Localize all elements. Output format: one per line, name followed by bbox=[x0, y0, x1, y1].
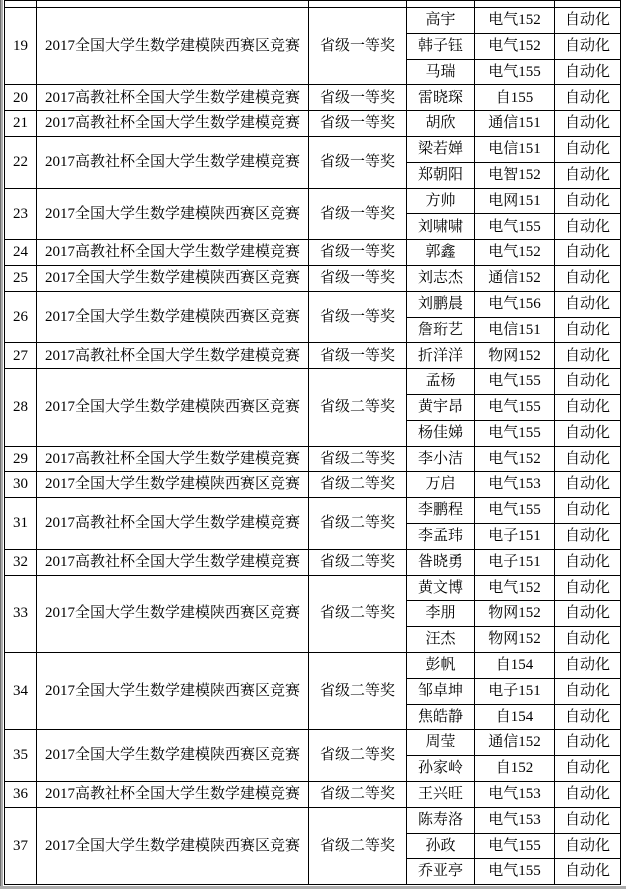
table-row bbox=[5, 291, 621, 317]
row-number-cell: 36 bbox=[5, 781, 37, 807]
major-cell: 自动化 bbox=[555, 730, 621, 756]
table-row bbox=[5, 111, 621, 137]
major-cell: 自动化 bbox=[555, 833, 621, 859]
competition-cell: 2017高教社杯全国大学生数学建模竞赛 bbox=[37, 240, 309, 266]
student-name-cell: 詹珩艺 bbox=[407, 317, 475, 343]
major-cell: 自动化 bbox=[555, 33, 621, 59]
award-cell: 省级一等奖 bbox=[309, 85, 407, 111]
major-cell: 自动化 bbox=[555, 472, 621, 498]
class-cell: 电气153 bbox=[475, 807, 555, 833]
competition-cell: 2017全国大学生数学建模陕西赛区竞赛 bbox=[37, 472, 309, 498]
competition-cell: 2017全国大学生数学建模陕西赛区竞赛 bbox=[37, 265, 309, 291]
competition-cell: 2017全国大学生数学建模陕西赛区竞赛 bbox=[37, 8, 309, 85]
major-cell: 自动化 bbox=[555, 240, 621, 266]
major-cell: 自动化 bbox=[555, 859, 621, 885]
award-cell: 省级一等奖 bbox=[309, 188, 407, 240]
row-number-cell: 25 bbox=[5, 265, 37, 291]
award-cell: 省级二等奖 bbox=[309, 781, 407, 807]
student-name-cell: 黄文博 bbox=[407, 575, 475, 601]
student-name-cell: 黄宇昂 bbox=[407, 394, 475, 420]
competition-cell: 2017全国大学生数学建模陕西赛区竞赛 bbox=[37, 652, 309, 729]
class-cell: 电子151 bbox=[475, 678, 555, 704]
student-name-cell bbox=[407, 1, 475, 8]
row-number-cell: 26 bbox=[5, 291, 37, 343]
row-number-cell: 32 bbox=[5, 549, 37, 575]
table-row bbox=[5, 652, 621, 678]
major-cell: 自动化 bbox=[555, 369, 621, 395]
student-name-cell: 李小洁 bbox=[407, 446, 475, 472]
table-row bbox=[5, 446, 621, 472]
major-cell bbox=[555, 1, 621, 8]
table-row bbox=[5, 240, 621, 266]
major-cell: 自动化 bbox=[555, 59, 621, 85]
award-cell: 省级二等奖 bbox=[309, 730, 407, 782]
class-cell: 电气155 bbox=[475, 59, 555, 85]
table-row bbox=[5, 807, 621, 833]
major-cell: 自动化 bbox=[555, 265, 621, 291]
class-cell: 物网152 bbox=[475, 601, 555, 627]
student-name-cell: 李孟玮 bbox=[407, 523, 475, 549]
table-row bbox=[5, 781, 621, 807]
student-name-cell: 万启 bbox=[407, 472, 475, 498]
table-row bbox=[5, 343, 621, 369]
major-cell: 自动化 bbox=[555, 111, 621, 137]
class-cell: 自152 bbox=[475, 756, 555, 782]
table-row bbox=[5, 85, 621, 111]
student-name-cell: 汪杰 bbox=[407, 627, 475, 653]
major-cell: 自动化 bbox=[555, 343, 621, 369]
award-cell: 省级一等奖 bbox=[309, 343, 407, 369]
awards-table-body bbox=[5, 1, 621, 885]
class-cell: 电气155 bbox=[475, 394, 555, 420]
class-cell: 电气155 bbox=[475, 214, 555, 240]
major-cell: 自动化 bbox=[555, 420, 621, 446]
class-cell: 物网152 bbox=[475, 627, 555, 653]
competition-cell: 2017高教社杯全国大学生数学建模竞赛 bbox=[37, 111, 309, 137]
student-name-cell: 刘啸啸 bbox=[407, 214, 475, 240]
major-cell: 自动化 bbox=[555, 162, 621, 188]
class-cell: 电气155 bbox=[475, 498, 555, 524]
row-number-cell: 35 bbox=[5, 730, 37, 782]
student-name-cell: 焦皓静 bbox=[407, 704, 475, 730]
student-name-cell: 雷晓琛 bbox=[407, 85, 475, 111]
student-name-cell: 刘志杰 bbox=[407, 265, 475, 291]
table-row bbox=[5, 498, 621, 524]
competition-cell: 2017全国大学生数学建模陕西赛区竞赛 bbox=[37, 291, 309, 343]
row-number-cell: 20 bbox=[5, 85, 37, 111]
row-number-cell: 34 bbox=[5, 652, 37, 729]
student-name-cell: 杨佳娣 bbox=[407, 420, 475, 446]
class-cell: 自154 bbox=[475, 652, 555, 678]
row-number-cell: 31 bbox=[5, 498, 37, 550]
row-number-cell: 19 bbox=[5, 8, 37, 85]
major-cell: 自动化 bbox=[555, 446, 621, 472]
award-cell: 省级二等奖 bbox=[309, 807, 407, 884]
class-cell: 电子151 bbox=[475, 523, 555, 549]
student-name-cell: 李朋 bbox=[407, 601, 475, 627]
class-cell: 电气152 bbox=[475, 8, 555, 34]
major-cell: 自动化 bbox=[555, 781, 621, 807]
class-cell: 电网151 bbox=[475, 188, 555, 214]
award-cell: 省级一等奖 bbox=[309, 291, 407, 343]
competition-cell: 2017高教社杯全国大学生数学建模竞赛 bbox=[37, 446, 309, 472]
row-number-cell: 24 bbox=[5, 240, 37, 266]
competition-cell: 2017高教社杯全国大学生数学建模竞赛 bbox=[37, 498, 309, 550]
student-name-cell: 昝晓勇 bbox=[407, 549, 475, 575]
competition-cell: 2017全国大学生数学建模陕西赛区竞赛 bbox=[37, 188, 309, 240]
class-cell: 电气155 bbox=[475, 833, 555, 859]
student-name-cell: 刘鹏晨 bbox=[407, 291, 475, 317]
competition-cell: 2017高教社杯全国大学生数学建模竞赛 bbox=[37, 136, 309, 188]
class-cell: 电气152 bbox=[475, 446, 555, 472]
student-name-cell: 胡欣 bbox=[407, 111, 475, 137]
row-number-cell: 30 bbox=[5, 472, 37, 498]
competition-cell: 2017全国大学生数学建模陕西赛区竞赛 bbox=[37, 575, 309, 652]
class-cell: 电气152 bbox=[475, 575, 555, 601]
award-cell: 省级二等奖 bbox=[309, 498, 407, 550]
competition-cell: 2017高教社杯全国大学生数学建模竞赛 bbox=[37, 781, 309, 807]
student-name-cell: 乔亚亭 bbox=[407, 859, 475, 885]
major-cell: 自动化 bbox=[555, 8, 621, 34]
class-cell: 自155 bbox=[475, 85, 555, 111]
partial-row-top bbox=[5, 1, 621, 8]
row-number-cell: 27 bbox=[5, 343, 37, 369]
row-number-cell: 33 bbox=[5, 575, 37, 652]
award-cell: 省级二等奖 bbox=[309, 652, 407, 729]
row-number-cell: 29 bbox=[5, 446, 37, 472]
row-number-cell: 21 bbox=[5, 111, 37, 137]
major-cell: 自动化 bbox=[555, 136, 621, 162]
student-name-cell: 李鹏程 bbox=[407, 498, 475, 524]
table-row bbox=[5, 188, 621, 214]
student-name-cell: 王兴旺 bbox=[407, 781, 475, 807]
major-cell: 自动化 bbox=[555, 601, 621, 627]
class-cell: 通信152 bbox=[475, 265, 555, 291]
table-row bbox=[5, 549, 621, 575]
award-cell bbox=[309, 1, 407, 8]
major-cell: 自动化 bbox=[555, 291, 621, 317]
major-cell: 自动化 bbox=[555, 394, 621, 420]
awards-table bbox=[4, 0, 621, 885]
competition-cell: 2017全国大学生数学建模陕西赛区竞赛 bbox=[37, 369, 309, 446]
class-cell: 电气155 bbox=[475, 420, 555, 446]
window-edge-strip bbox=[1, 0, 3, 889]
table-row bbox=[5, 265, 621, 291]
class-cell: 电气153 bbox=[475, 472, 555, 498]
class-cell: 电气152 bbox=[475, 240, 555, 266]
student-name-cell: 孙政 bbox=[407, 833, 475, 859]
class-cell: 电气153 bbox=[475, 781, 555, 807]
award-cell: 省级二等奖 bbox=[309, 472, 407, 498]
row-number-cell: 37 bbox=[5, 807, 37, 884]
class-cell: 电信151 bbox=[475, 136, 555, 162]
table-row bbox=[5, 575, 621, 601]
student-name-cell: 孟杨 bbox=[407, 369, 475, 395]
award-cell: 省级一等奖 bbox=[309, 8, 407, 85]
competition-cell: 2017高教社杯全国大学生数学建模竞赛 bbox=[37, 343, 309, 369]
row-number-cell: 22 bbox=[5, 136, 37, 188]
major-cell: 自动化 bbox=[555, 549, 621, 575]
class-cell: 物网152 bbox=[475, 343, 555, 369]
award-cell: 省级一等奖 bbox=[309, 265, 407, 291]
table-row bbox=[5, 8, 621, 34]
major-cell: 自动化 bbox=[555, 317, 621, 343]
award-cell: 省级二等奖 bbox=[309, 369, 407, 446]
award-cell: 省级一等奖 bbox=[309, 136, 407, 188]
major-cell: 自动化 bbox=[555, 807, 621, 833]
class-cell: 电子151 bbox=[475, 549, 555, 575]
table-row bbox=[5, 369, 621, 395]
class-cell: 通信151 bbox=[475, 111, 555, 137]
student-name-cell: 马瑞 bbox=[407, 59, 475, 85]
row-number-cell: 28 bbox=[5, 369, 37, 446]
major-cell: 自动化 bbox=[555, 756, 621, 782]
table-row bbox=[5, 730, 621, 756]
major-cell: 自动化 bbox=[555, 704, 621, 730]
class-cell: 电气152 bbox=[475, 33, 555, 59]
major-cell: 自动化 bbox=[555, 188, 621, 214]
student-name-cell: 陈寿洛 bbox=[407, 807, 475, 833]
class-cell: 电信151 bbox=[475, 317, 555, 343]
major-cell: 自动化 bbox=[555, 627, 621, 653]
student-name-cell: 梁若婵 bbox=[407, 136, 475, 162]
row-number-cell bbox=[5, 1, 37, 8]
competition-cell bbox=[37, 1, 309, 8]
major-cell: 自动化 bbox=[555, 575, 621, 601]
competition-cell: 2017高教社杯全国大学生数学建模竞赛 bbox=[37, 85, 309, 111]
student-name-cell: 方帅 bbox=[407, 188, 475, 214]
award-cell: 省级一等奖 bbox=[309, 240, 407, 266]
major-cell: 自动化 bbox=[555, 85, 621, 111]
competition-cell: 2017全国大学生数学建模陕西赛区竞赛 bbox=[37, 807, 309, 884]
major-cell: 自动化 bbox=[555, 678, 621, 704]
award-cell: 省级一等奖 bbox=[309, 111, 407, 137]
major-cell: 自动化 bbox=[555, 214, 621, 240]
class-cell: 通信152 bbox=[475, 730, 555, 756]
student-name-cell: 周莹 bbox=[407, 730, 475, 756]
class-cell: 电智152 bbox=[475, 162, 555, 188]
student-name-cell: 韩子钰 bbox=[407, 33, 475, 59]
class-cell: 电气156 bbox=[475, 291, 555, 317]
table-row bbox=[5, 136, 621, 162]
table-row bbox=[5, 472, 621, 498]
student-name-cell: 彭帆 bbox=[407, 652, 475, 678]
award-cell: 省级二等奖 bbox=[309, 446, 407, 472]
student-name-cell: 折洋洋 bbox=[407, 343, 475, 369]
competition-cell: 2017高教社杯全国大学生数学建模竞赛 bbox=[37, 549, 309, 575]
class-cell: 自154 bbox=[475, 704, 555, 730]
major-cell: 自动化 bbox=[555, 523, 621, 549]
class-cell: 电气155 bbox=[475, 859, 555, 885]
student-name-cell: 郭鑫 bbox=[407, 240, 475, 266]
major-cell: 自动化 bbox=[555, 498, 621, 524]
class-cell bbox=[475, 1, 555, 8]
student-name-cell: 邹卓坤 bbox=[407, 678, 475, 704]
student-name-cell: 高宇 bbox=[407, 8, 475, 34]
student-name-cell: 郑朝阳 bbox=[407, 162, 475, 188]
row-number-cell: 23 bbox=[5, 188, 37, 240]
class-cell: 电气155 bbox=[475, 369, 555, 395]
major-cell: 自动化 bbox=[555, 652, 621, 678]
award-cell: 省级二等奖 bbox=[309, 549, 407, 575]
competition-cell: 2017全国大学生数学建模陕西赛区竞赛 bbox=[37, 730, 309, 782]
student-name-cell: 孙家岭 bbox=[407, 756, 475, 782]
award-cell: 省级二等奖 bbox=[309, 575, 407, 652]
